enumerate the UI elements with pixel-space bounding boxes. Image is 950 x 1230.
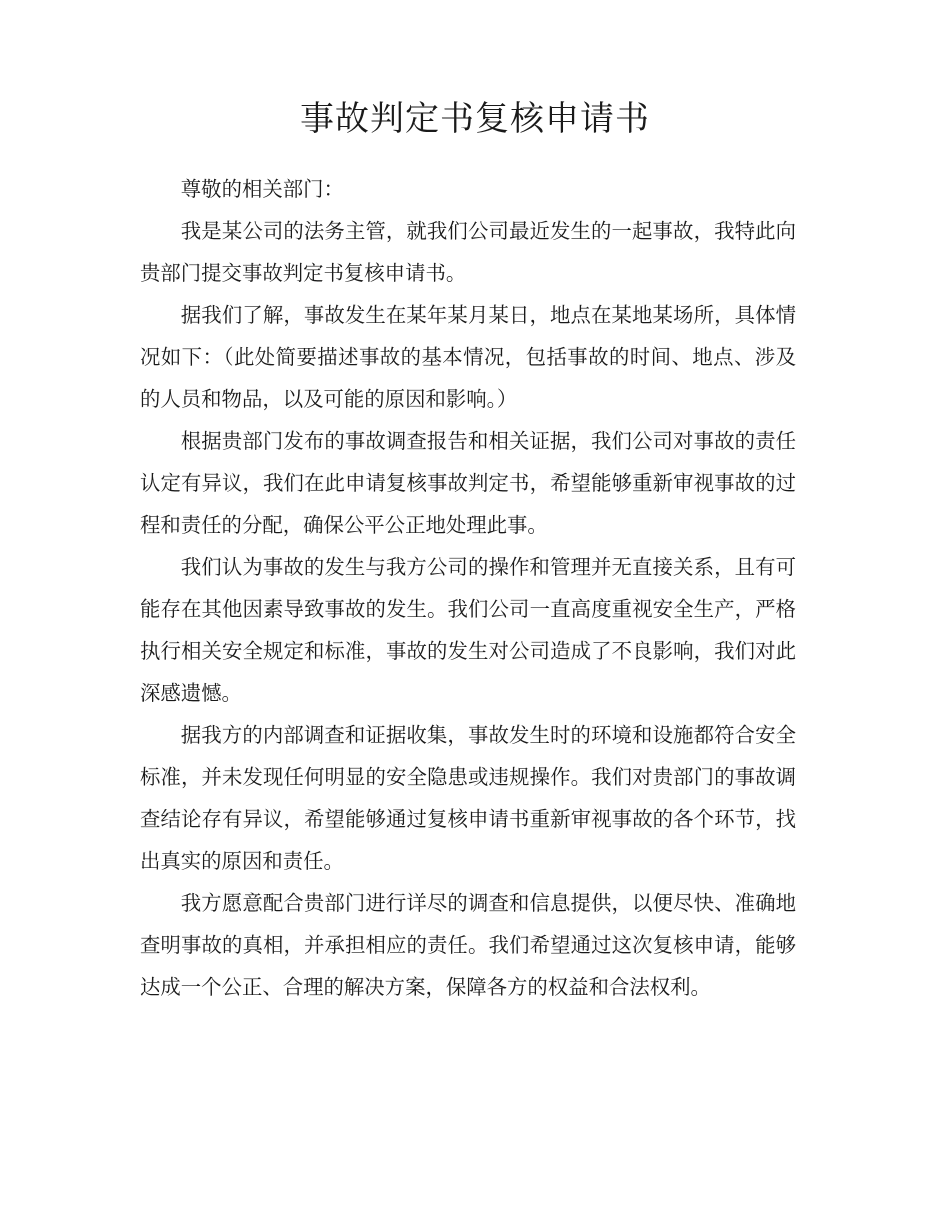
body-paragraph-6: 我方愿意配合贵部门进行详尽的调查和信息提供，以便尽快、准确地查明事故的真相，并承担相应的责任。我们希望通过这次复核申请，能够达成一个公正、合理的解决方案，保障各方的权益和合法权利。 [140,891,796,999]
body-paragraph-1: 我是某公司的法务主管，就我们公司最近发生的一起事故，我特此向贵部门提交事故判定书复核申请书。 [140,219,796,285]
document-title: 事故判定书复核申请书 [300,99,650,139]
body-paragraph-5: 据我方的内部调查和证据收集，事故发生时的环境和设施都符合安全标准，并未发现任何明显的安全隐患或违规操作。我们对贵部门的事故调查结论存有异议，希望能够通过复核申请书重新审视事故的各个环节，找出真实的原因和责任。 [140,723,796,873]
document-body [140,168,796,1008]
body-paragraph-2: 据我们了解，事故发生在某年某月某日，地点在某地某场所，具体情况如下：（此处简要描述事故的基本情况，包括事故的时间、地点、涉及的人员和物品，以及可能的原因和影响。） [140,303,796,411]
body-paragraph-4: 我们认为事故的发生与我方公司的操作和管理并无直接关系，且有可能存在其他因素导致事故的发生。我们公司一直高度重视安全生产，严格执行相关安全规定和标准，事故的发生对公司造成了不良影响，我们对此深感遗憾。 [140,555,796,705]
salutation: 尊敬的相关部门： [180,177,344,201]
body-paragraph-3: 根据贵部门发布的事故调查报告和相关证据，我们公司对事故的责任认定有异议，我们在此申请复核事故判定书，希望能够重新审视事故的过程和责任的分配，确保公平公正地处理此事。 [140,429,796,537]
